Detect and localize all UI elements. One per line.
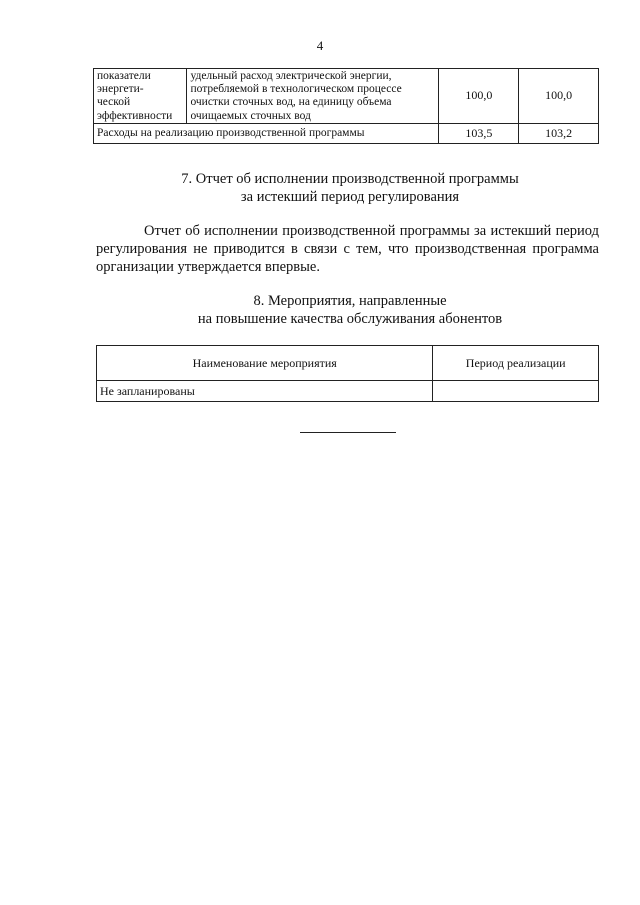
table-row (97, 381, 599, 402)
description-line: очищаемых сточных вод (190, 109, 311, 122)
section-7-heading (30, 170, 640, 206)
measure-name-cell: Не запланированы (97, 381, 433, 402)
heading-line: на повышение качества обслуживания абонентов (197, 311, 503, 327)
category-line: ческой (97, 96, 131, 109)
measure-period-cell (433, 381, 599, 402)
value-cell: 103,5 (439, 123, 519, 143)
value-cell: 103,2 (519, 123, 599, 143)
category-cell (94, 69, 187, 124)
heading-line: 7. Отчет об исполнении производственной программы (181, 171, 519, 187)
heading-line: 8. Мероприятия, направленные (253, 293, 447, 309)
production-program-table (93, 68, 599, 144)
divider-line (300, 432, 396, 433)
section-7-paragraph: Отчет об исполнении производственной программы за истекший период регулирования не приводится в связи с тем, что производственная программа организации утверждается впервые. (96, 223, 599, 275)
table-row (94, 123, 599, 143)
description-line: очистки сточных вод, на единицу объема (190, 96, 392, 109)
heading-line: за истекший период регулирования (240, 189, 460, 205)
category-line: энергети- (97, 83, 144, 96)
value-cell: 100,0 (519, 69, 599, 124)
measures-table (96, 345, 599, 402)
description-line: потребляемой в технологическом процессе (190, 83, 402, 96)
value-cell: 100,0 (439, 69, 519, 124)
page-number: 4 (316, 38, 324, 53)
table-row (94, 69, 599, 124)
expenses-label-cell: Расходы на реализацию производственной программы (94, 123, 439, 143)
category-line: эффективности (97, 109, 173, 122)
column-header: Наименование мероприятия (97, 346, 433, 381)
indicator-description-cell (187, 69, 439, 124)
description-line: удельный расход электрической энергии, (190, 70, 392, 82)
category-line: показатели (97, 70, 151, 82)
column-header: Период реализации (433, 346, 599, 381)
table-header-row (97, 346, 599, 381)
section-8-heading (30, 292, 640, 328)
